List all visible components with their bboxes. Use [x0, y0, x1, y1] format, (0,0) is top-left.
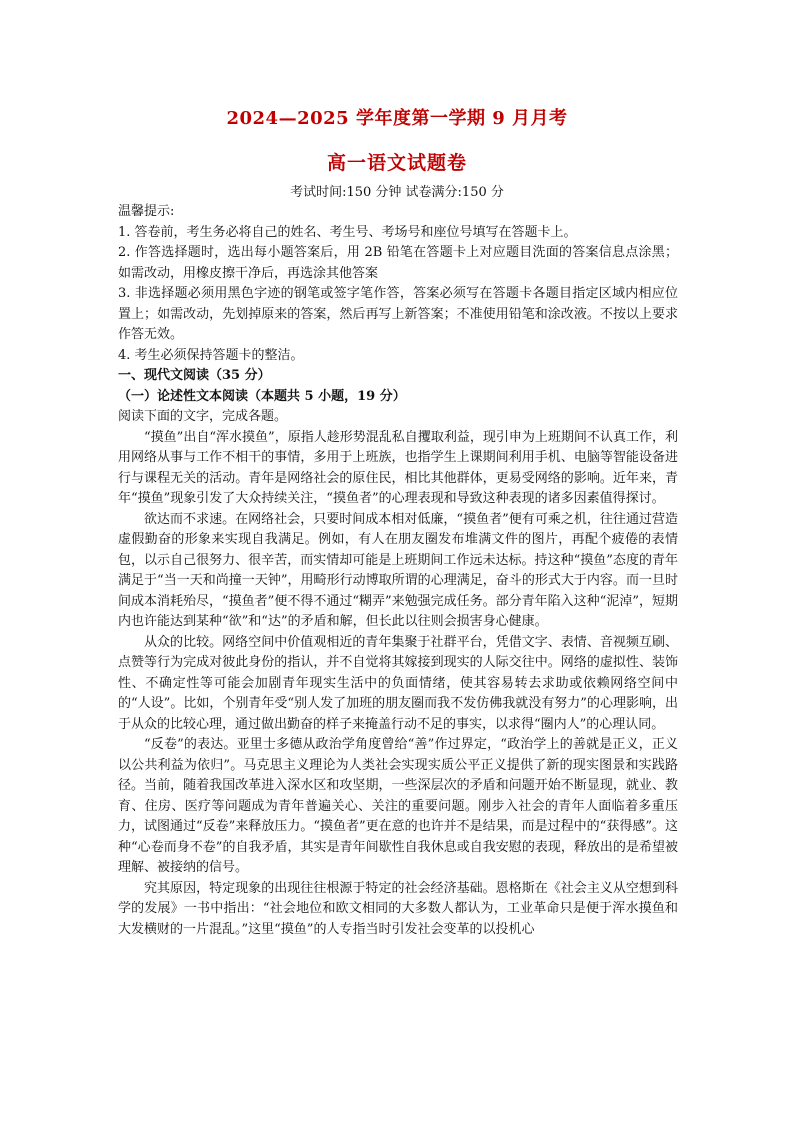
notice-item: 1. 答卷前，考生务必将自己的姓名、考生号、考场号和座位号填写在答题卡上。	[118, 224, 577, 240]
notice-item: 3. 非选择题必须用黑色字迹的钢笔或签字笔作答，答案必须写在答题卡各题目指定区域内相应位置上；如需改动，先划掉原来的答案，然后再写上新答案；不准使用铅笔和涂改液。不按以上要求作答无效。	[118, 286, 678, 342]
section-title: 一、现代文阅读（35 分）	[118, 368, 271, 383]
exam-info: 考试时间:150 分钟 试卷满分:150 分	[290, 185, 504, 200]
passage-paragraph: 从众的比较。网络空间中价值观相近的青年集聚于社群平台，凭借文字、表情、音视频互刷、点赞等行为完成对彼此身份的指认，并不自觉将其嫁接到现实的人际交往中。网络的虚拟性、装饰性、不确定性等可能会加剧青年现实生活中的负面情绪，使其容易转去求助或依赖网络空间中的“人设”。比如，个别青年受“别人发了加班的朋友圈而我不发仿佛我就没有努力”的心理影响，出于从众的比较心理，通过做出勤奋的样子来掩盖行动不足的事实，以求得“圈内人”的心理认同。	[118, 634, 678, 732]
section-subtitle: （一）论述性文本阅读（本题共 5 小题，19 分）	[118, 388, 406, 404]
notice-item: 2. 作答选择题时，选出每小题答案后，用 2B 铅笔在答题卡上对应题目洗面的答案信息点涂黑；如需改动，用橡皮擦干净后，再选涂其他答案	[118, 245, 678, 281]
reading-instruction: 阅读下面的文字，完成各题。	[118, 409, 288, 424]
notice-heading: 温馨提示:	[118, 204, 175, 219]
paper-title: 高一语文试题卷	[326, 152, 467, 174]
passage-paragraph: 究其原因，特定现象的出现往往根源于特定的社会经济基础。恩格斯在《社会主义从空想到科学的发展》一书中指出：“社会地位和欧文相同的大多数人都认为，工业革命只是便于浑水摸鱼和大发横财的一片混乱。”这里“摸鱼”的人专指当时引发社会变革的以投机心	[118, 880, 678, 937]
exam-title: 2024—2025 学年度第一学期 9 月月考	[226, 108, 568, 129]
passage-paragraph: “摸鱼”出自“浑水摸鱼”，原指人趁形势混乱私自攫取利益，现引申为上班期间不认真工作，利用网络从事与工作不相干的事情，多用于上班族，也指学生上课期间利用手机、电脑等智能设备进行与课程无关的活动。青年是网络社会的原住民，相比其他群体，更易受网络的影响。近年来，青年“摸鱼”现象引发了大众持续关注，“摸鱼者”的心理表现和导致这种表现的诸多因素值得探讨。	[118, 429, 678, 506]
passage-paragraph: 欲达而不求速。在网络社会，只要时间成本相对低廉，“摸鱼者”便有可乘之机，往往通过营造虚假勤奋的形象来实现自我满足。例如，有人在朋友圈发布堆满文件的图片，再配个疲倦的表情包，以示自己很努力、很辛苦，而实情却可能是上班期间工作远未达标。持这种“摸鱼”态度的青年满足于“当一天和尚撞一天钟”，用畸形行动博取所谓的心理满足，奋斗的形式大于内容。而一旦时间成本消耗殆尽，“摸鱼者”便不得不通过“糊弄”来勉强完成任务。部分青年陷入这种“泥淖”，短期内也许能达到某种“欲”和“达”的矛盾和解，但长此以往则会损害身心健康。	[118, 511, 678, 629]
notice-item: 4. 考生必须保持答题卡的整洁。	[118, 347, 304, 363]
document-body	[118, 202, 678, 940]
passage-paragraph: “反卷”的表达。亚里士多德从政治学角度曾给“善”作过界定，“政治学上的善就是正义，正义以公共利益为依归”。马克思主义理论为人类社会实现实质公平正义提供了新的现实图景和实践路径。当前，随着我国改革进入深水区和攻坚期，一些深层次的矛盾和问题开始不断显现，就业、教育、住房、医疗等问题成为青年普遍关心、关注的重要问题。刚步入社会的青年人面临着多重压力，试图通过“反卷”来释放压力。“摸鱼者”更在意的也许并不是结果，而是过程中的“获得感”。这种“心卷而身不卷”的自我矛盾，其实是青年间歇性自我休息或自我安慰的表现，释放出的是希望被理解、被接纳的信号。	[118, 737, 678, 875]
